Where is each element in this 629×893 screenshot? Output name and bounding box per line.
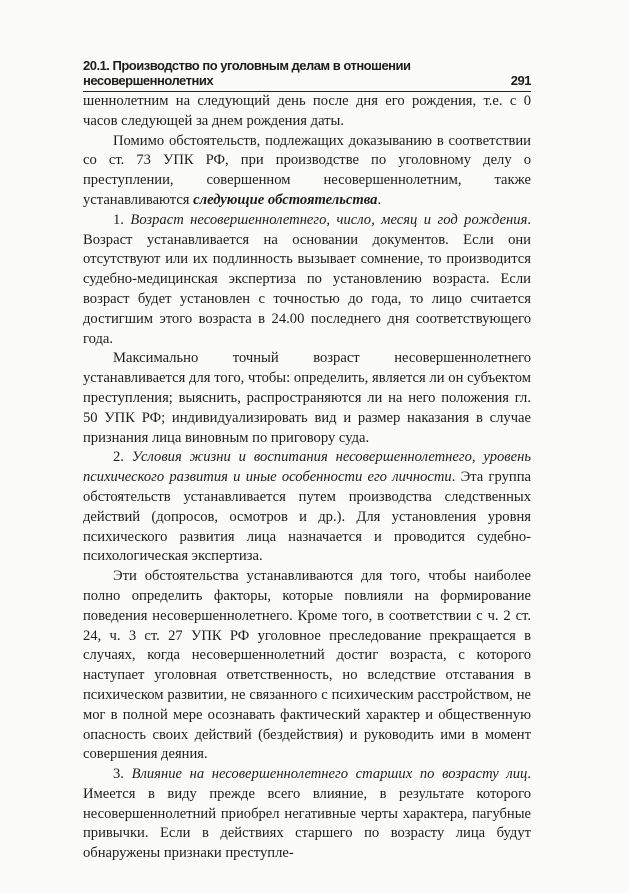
paragraph-text: 3.: [113, 766, 132, 783]
paragraph-text: Максимально точный возраст несовершеннолетнего устанавливается для того, чтобы: определить, является ли он субъектом преступления; выяснить, распространяются ли на него положения гл. 50 УПК РФ; индивидуализировать вид и размер наказания в случае признания лица виновным по приговору суда.: [83, 350, 531, 446]
paragraph-text: Помимо обстоятельств, подлежащих доказыванию в соответствии со ст. 73 УПК РФ, при производстве по уголовному делу о преступлении, совершенном несовершеннолетним, также устанавливаются: [83, 132, 531, 208]
section-title: 20.1. Производство по уголовным делам в отношении несовершеннолетних: [83, 58, 411, 88]
running-header: [83, 58, 531, 92]
paragraph-text: . Имеется в виду прежде всего влияние, в результате которого несовершеннолетний приобрел негативные черты характера, пагубные привычки. Если в действиях старшего по возрасту лица будут обнаружены признаки преступле-: [83, 766, 532, 862]
paragraph-text: 2.: [113, 449, 132, 466]
paragraph-text: . Эта группа обстоятельств устанавливается путем производства следственных действий (допросов, осмотров и др.). Для установления уровня психического развития лица назначается и проводится судебно-психологическая экспертиза.: [83, 469, 531, 565]
paragraph-text: 1.: [113, 211, 131, 228]
paragraph: [83, 448, 531, 567]
paragraph: [83, 567, 531, 765]
paragraph-text: .: [377, 191, 382, 208]
paragraph-text: . Возраст устанавливается на основании документов. Если они отсутствуют или их подлинность вызывает сомнение, то производится судебно-медицинская экспертиза по установлению возраста. Если возраст будет установлен с точностью до года, то лицо считается достигшим этого возраста в 24.00 последнего дня соответствующего года.: [83, 211, 532, 347]
paragraph: [83, 211, 531, 350]
emphasized-text: Влияние на несовершеннолетнего старших по возрасту лиц: [131, 766, 528, 783]
emphasized-text: Условия жизни и воспитания несовершеннолетнего, уровень психического развития и иные особенности его личности: [83, 449, 531, 486]
body-text: [83, 92, 531, 864]
paragraph: [83, 349, 531, 448]
emphasized-text: следующие обстоятельства: [193, 191, 378, 208]
emphasized-text: Возраст несовершеннолетнего, число, месяц и год рождения: [130, 211, 528, 228]
paragraph: [83, 765, 531, 864]
paragraph-text: Эти обстоятельства устанавливаются для того, чтобы наиболее полно определить факторы, которые повлияли на формирование поведения несовершеннолетнего. Кроме того, в соответствии с ч. 2 ст. 24, ч. 3 ст. 27 УПК РФ уголовное преследование прекращается в случаях, когда несовершеннолетний достиг возраста, с которого наступает уголовная ответственность, но вследствие отставания в психическом развитии, не связанного с психическим расстройством, не мог в полной мере осознавать фактический характер и общественную опасность своих действий (бездействия) и руководить ими в момент совершения деяния.: [83, 568, 531, 763]
paragraph-text: шеннолетним на следующий день после дня его рождения, т.е. с 0 часов следующей за днем рождения даты.: [83, 93, 531, 129]
paragraph: [83, 132, 531, 211]
paragraph: [83, 92, 531, 132]
page-number: 291: [510, 73, 531, 88]
